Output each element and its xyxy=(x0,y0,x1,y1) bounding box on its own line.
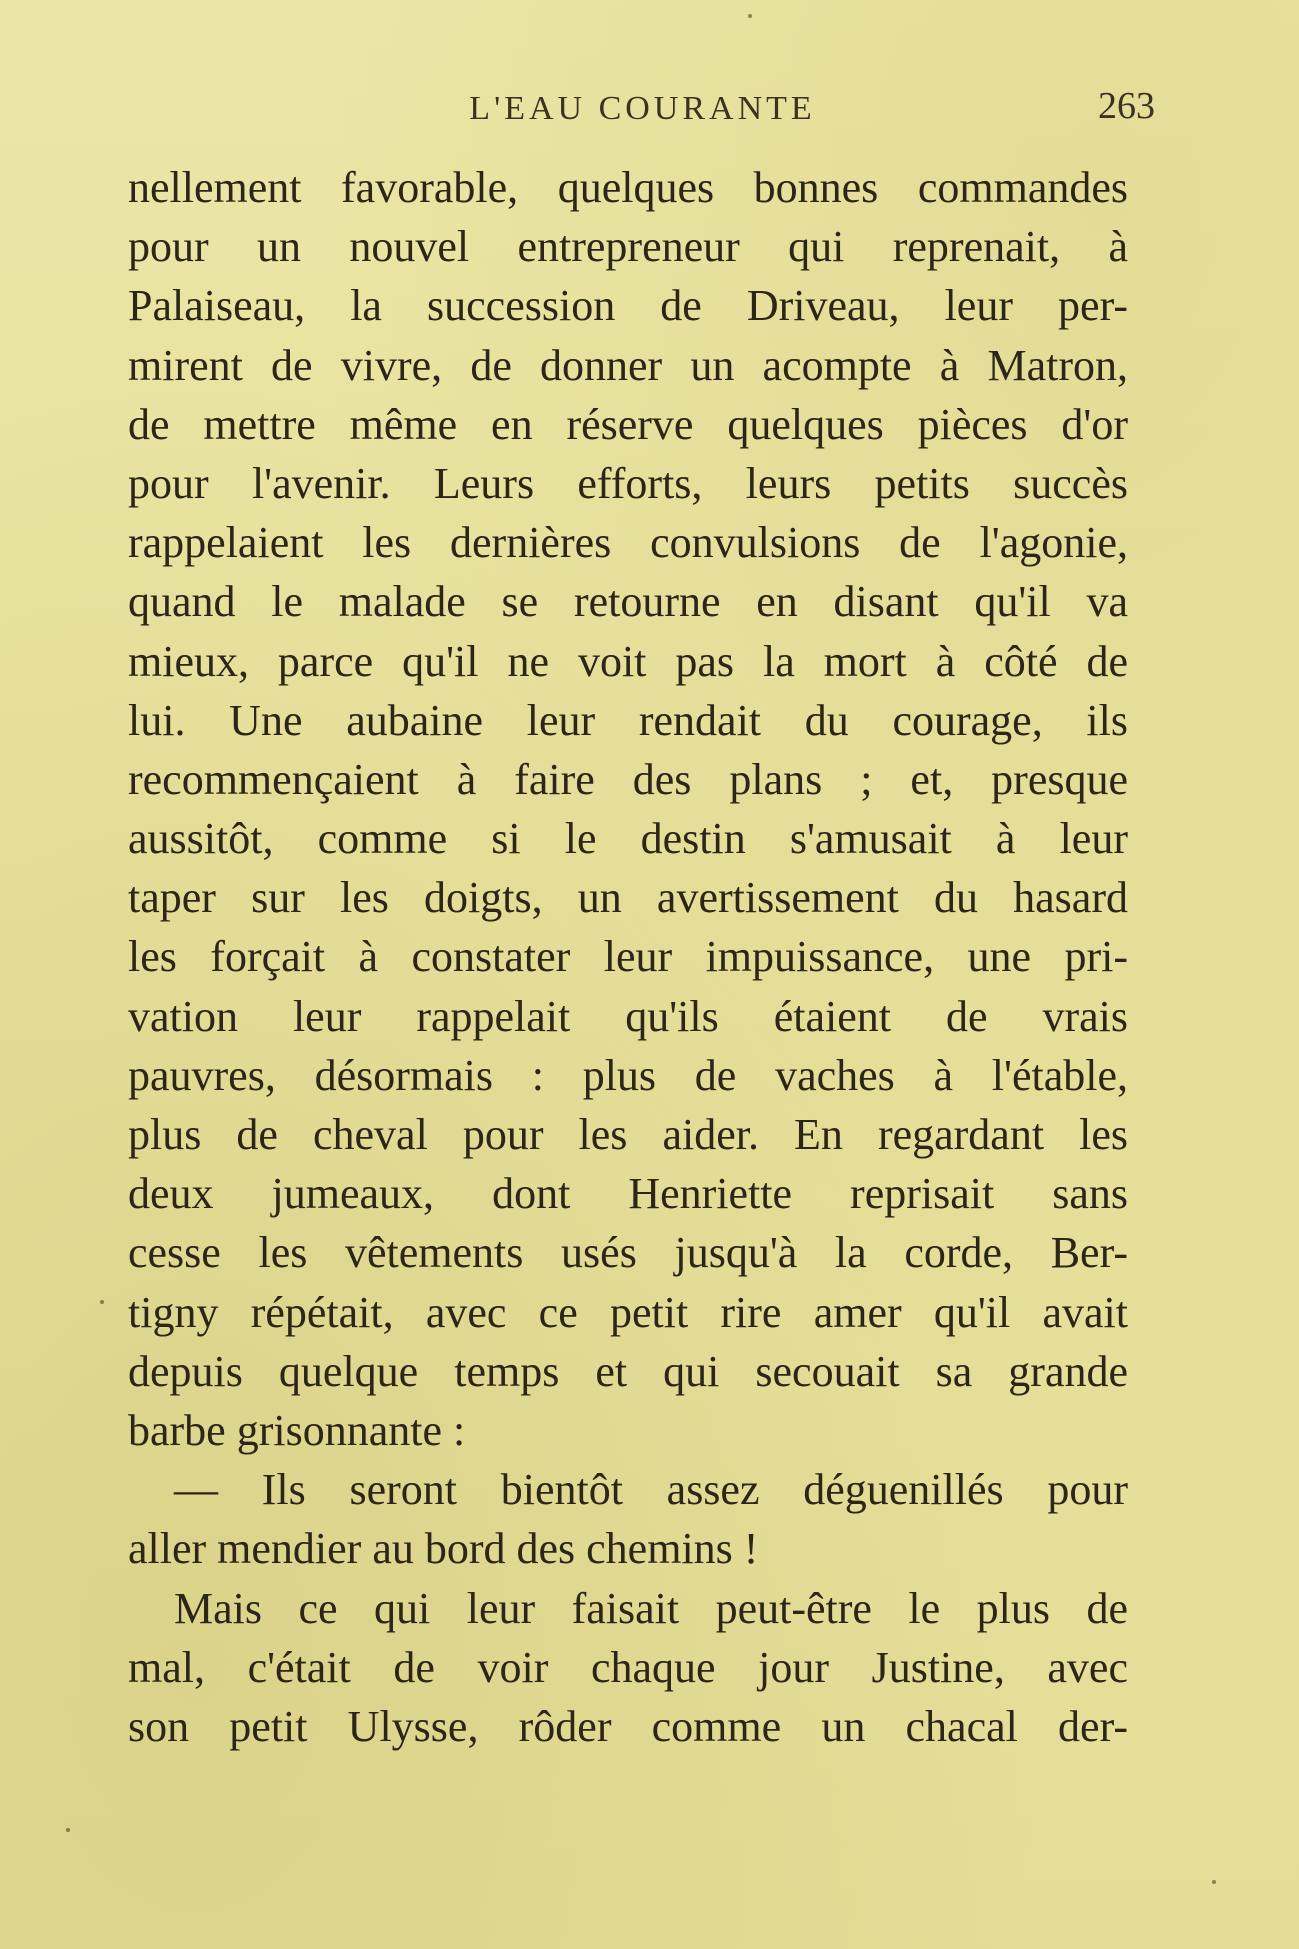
text-line: plus de cheval pour les aider. En regardant les xyxy=(128,1110,1128,1159)
text-line: aussitôt, comme si le destin s'amusait à leur xyxy=(128,814,1128,864)
text-line: mirent de vivre, de donner un acompte à Matron, xyxy=(128,340,1128,390)
text-line: deux jumeaux, dont Henriette reprisait sans xyxy=(128,1169,1128,1219)
body-text xyxy=(128,158,1128,1756)
text-line: Palaiseau, la succession de Driveau, leur per- xyxy=(128,281,1128,331)
text-line: les forçait à constater leur impuissance, une pri- xyxy=(128,932,1128,982)
text-line: vation leur rappelait qu'ils étaient de vrais xyxy=(128,991,1128,1041)
text-line: son petit Ulysse, rôder comme un chacal der- xyxy=(128,1701,1128,1751)
paper-speck xyxy=(100,1300,104,1304)
paper-speck xyxy=(748,14,752,18)
text-line: mal, c'était de voir chaque jour Justine, avec xyxy=(128,1642,1128,1692)
text-line: pauvres, désormais : plus de vaches à l'étable, xyxy=(128,1050,1128,1100)
dialogue-line: — Ils seront bientôt assez déguenillés pour xyxy=(174,1465,1128,1515)
text-line: depuis quelque temps et qui secouait sa grande xyxy=(128,1346,1128,1396)
text-line: aller mendier au bord des chemins ! xyxy=(128,1524,759,1574)
text-line: barbe grisonnante : xyxy=(128,1405,466,1455)
paragraph-start-line: Mais ce qui leur faisait peut-être le plus de xyxy=(174,1583,1128,1633)
text-line: pour l'avenir. Leurs efforts, leurs petits succès xyxy=(128,458,1128,508)
page-header xyxy=(130,85,1155,140)
text-line: pour un nouvel entrepreneur qui reprenait, à xyxy=(128,222,1128,272)
running-head: L'EAU COURANTE xyxy=(469,90,816,127)
text-line: quand le malade se retourne en disant qu'il va xyxy=(128,577,1128,627)
text-line: lui. Une aubaine leur rendait du courage, ils xyxy=(128,695,1128,745)
paper-speck xyxy=(66,1828,70,1832)
text-line: de mettre même en réserve quelques pièces d'or xyxy=(128,399,1128,449)
text-line: rappelaient les dernières convulsions de l'agonie, xyxy=(128,518,1128,568)
text-line: nellement favorable, quelques bonnes commandes xyxy=(128,163,1128,212)
text-line: tigny répétait, avec ce petit rire amer qu'il avait xyxy=(128,1287,1128,1337)
text-line: taper sur les doigts, un avertissement du hasard xyxy=(128,873,1128,923)
page-number: 263 xyxy=(1098,85,1155,127)
text-line: cesse les vêtements usés jusqu'à la corde, Ber- xyxy=(128,1228,1128,1278)
text-line: mieux, parce qu'il ne voit pas la mort à côté de xyxy=(128,636,1128,686)
text-line: recommençaient à faire des plans ; et, presque xyxy=(128,754,1128,804)
paper-speck xyxy=(1212,1880,1216,1884)
